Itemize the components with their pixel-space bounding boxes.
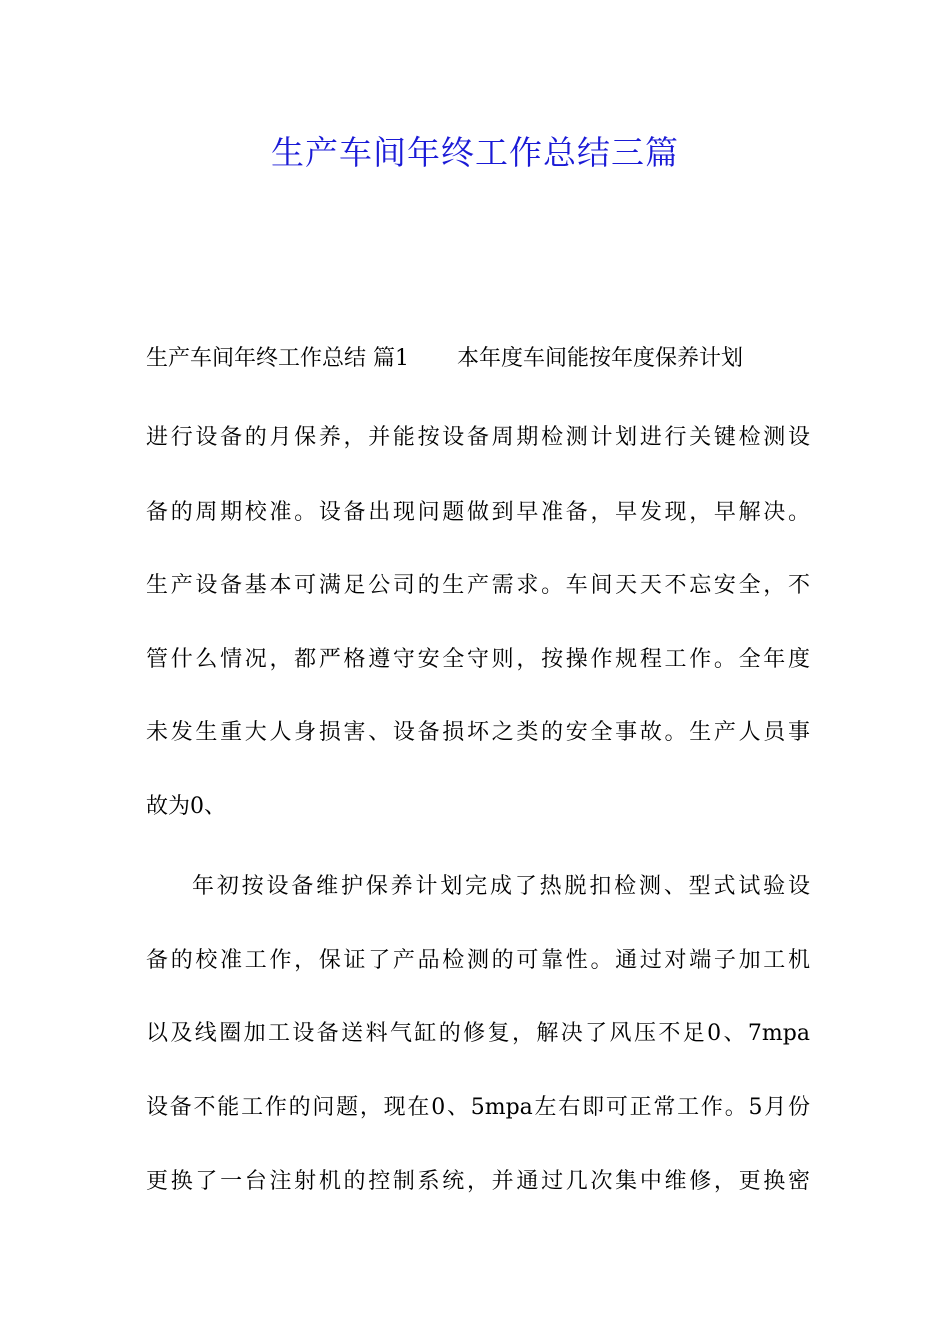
section-lead-text: 本年度车间能按年度保养计划 <box>457 346 744 371</box>
body-line-10: 以及线圈加工设备送料气缸的修复，解决了风压不足0、7mpa <box>146 1021 810 1046</box>
section-heading: 生产车间年终工作总结 篇1 <box>146 346 409 371</box>
body-line-3: 备的周期校准。设备出现问题做到早准备，早发现，早解决。 <box>146 500 810 525</box>
body-line-2: 进行设备的月保养，并能按设备周期检测计划进行关键检测设 <box>146 425 810 450</box>
body-line-5: 管什么情况，都严格遵守安全守则，按操作规程工作。全年度 <box>146 647 810 672</box>
body-line-8: 年初按设备维护保养计划完成了热脱扣检测、型式试验设 <box>192 874 810 899</box>
body-line-12: 更换了一台注射机的控制系统，并通过几次集中维修，更换密 <box>146 1169 810 1194</box>
document-title: 生产车间年终工作总结三篇 <box>271 133 679 172</box>
body-line-7: 故为0、 <box>146 794 226 819</box>
body-line-4: 生产设备基本可满足公司的生产需求。车间天天不忘安全，不 <box>146 573 810 598</box>
body-line-6: 未发生重大人身损害、设备损坏之类的安全事故。生产人员事 <box>146 720 810 745</box>
body-line-9: 备的校准工作，保证了产品检测的可靠性。通过对端子加工机 <box>146 948 810 973</box>
body-line-11: 设备不能工作的问题，现在0、5mpa左右即可正常工作。5月份 <box>146 1095 810 1120</box>
body-line-1 <box>146 339 810 379</box>
